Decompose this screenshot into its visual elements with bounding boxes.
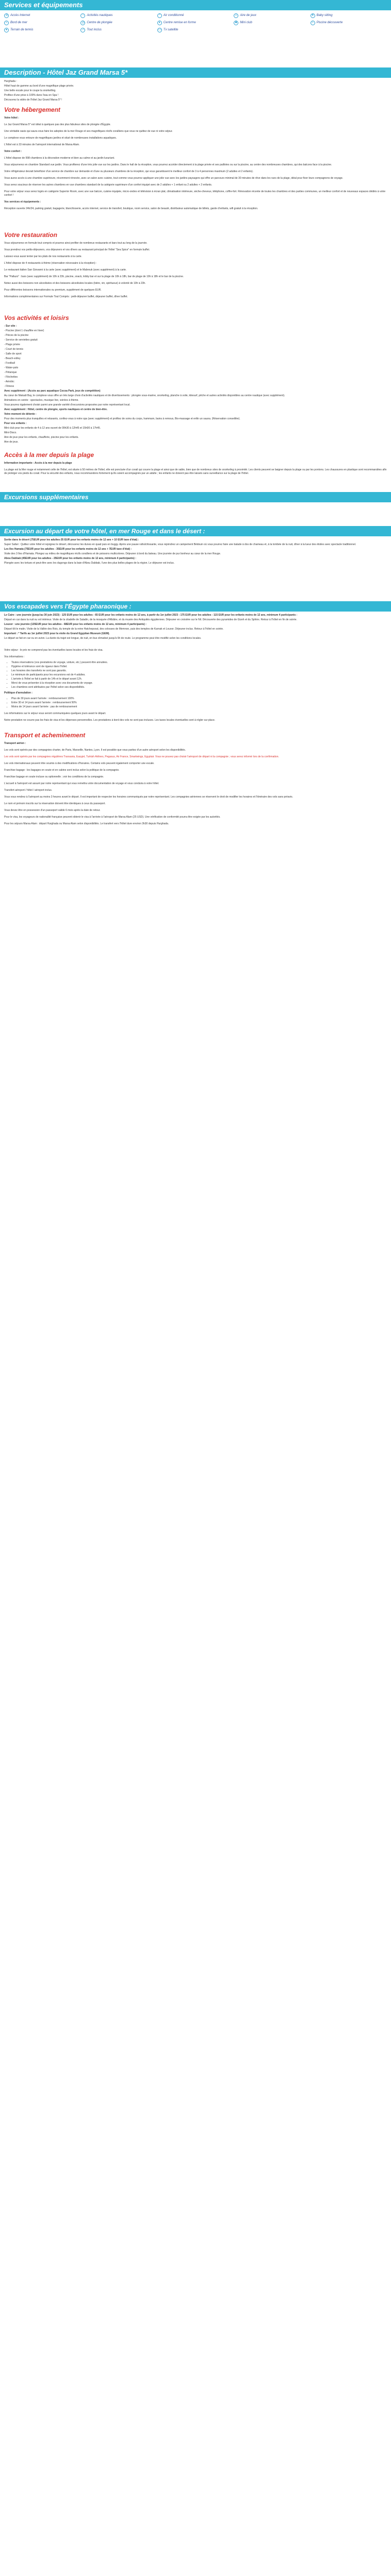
- text-line: Transport aérien :: [4, 742, 26, 745]
- informations-section: [0, 643, 391, 725]
- hebergement-title: Votre hébergement: [4, 106, 60, 113]
- text-line: Mini club pour les enfants de 4 à 12 ans ouvert de 09h30 à 12h45 et 15h00 à 17h45.: [4, 427, 101, 430]
- dive-icon: ◎: [82, 21, 85, 24]
- excursion-item: Plongée avec les tortues et peut-être avec les dugongs dans la baie d'Abou Dabbab, l'une des plus belles plages de la région. Le déjeuner est inclus.: [4, 562, 175, 565]
- text-line: L'hôtel dispose de 4 restaurants à thème (réservation nécessaire à la réception) :: [4, 262, 97, 265]
- text-line: Avec supplément : (Accès au parc aquatique Cocoa Park, jeux de compétition): [4, 389, 101, 393]
- text-line: Le nom et prénom inscrits sur la réservation doivent être identiques à ceux du passeport.: [4, 802, 106, 805]
- amenity-item: [311, 21, 387, 25]
- text-line: Pour vos enfants :: [4, 422, 27, 425]
- excursion-item: Les îles Hamata (75EUR pour les adultes - 35EUR pour les enfants moins de 12 ans + 7EUR taxe d'état) :: [4, 548, 132, 551]
- amenity-label: Tout inclus: [87, 28, 102, 31]
- amenity-item: [234, 13, 310, 18]
- text-line: Les vols sont opérés par les compagnies régulières Transavia, Easyjet, Turkish Airlines, Pegasus, Air France, Smartwings, Egyptair. Vous ne pouvez pas choisir l'aéroport de départ ni la compagnie ; vous serez informé lors de la confirmation.: [4, 755, 279, 758]
- text-line: Votre confort :: [4, 150, 22, 153]
- snowflake-icon: *: [157, 13, 162, 18]
- text-line: - Salle de sport: [4, 352, 22, 355]
- text-line: Aire de jeux.: [4, 440, 19, 444]
- info-list-item: • Le minimum de participants pour les excursions est de 4 adultes.: [11, 673, 387, 677]
- text-line: Votre séjour : le prix ne comprend pas les éventuelles taxes locales et les frais de visa.: [4, 649, 103, 652]
- text-line: Vous aurez accès à une chambre supérieure, récemment rénovée, avec un salon avec cuisine, tout comme vous pourrez appliquer une jolie vue avec les jardins paysagers qui offre un parcours minimal de 30 minutes de rêve dans les rues de la plage, idéal pour fixer leurs compagnons de voyage.: [4, 177, 344, 180]
- excursions-bar: Excursion au départ de votre hôtel, en mer Rouge et dans le désert :: [0, 526, 391, 536]
- excursions-list: [0, 536, 391, 568]
- amenity-item: [4, 21, 80, 25]
- baby-icon: ♥: [311, 13, 315, 18]
- amenity-item: [311, 13, 387, 18]
- restauration-text: [4, 242, 387, 299]
- restauration-title: Votre restauration: [4, 231, 57, 239]
- text-line: Vous devez être en possession d'un passeport valide 6 mois après la date de retour.: [4, 809, 101, 812]
- text-line: Les vols internationaux peuvent être soumis à des modifications d'horaires. Certains vols peuvent également comporter une escale.: [4, 762, 155, 765]
- text-line: Une véritable oasis qui saura vous faire les adeptes de la mer Rouge et ses magnifiques récifs coralliens que vous ne quittez de vue ni votre séjour.: [4, 130, 173, 133]
- transport-text: [4, 742, 387, 826]
- excursion-item: Super Safari : Quittez votre hôtel et rejoignez le désert, découvrez les dunes en quad puis en buggy. Après une pause rafraîchissante, vous rejoindrez un campement Bédouin où vous pourrez faire une balade à dos de chameau et, à la tombée de la nuit, dîner à la lueur des étoiles avec spectacle traditionnel.: [4, 543, 356, 546]
- egypte-item: Départ en car dans la nuit ou vol intérieur. Visite de la citadelle de Saladin, de la mosquée d'Albâtre, et du musée des Antiquités égyptiennes. Déjeuner en croisière sur le Nil. Découverte des pyramides de Gizeh et du Sphinx. Retour à l'hôtel en fin de soirée.: [4, 618, 297, 621]
- text-line: Les vols sont opérés par des compagnies charter, de Paris, Marseille, Nantes, Lyon. Il est possible que vous partiez d'un autre aéroport selon les disponibilités.: [4, 749, 186, 752]
- amenity-item: [80, 13, 157, 18]
- wifi-icon: ≋: [5, 14, 8, 17]
- text-line: - Water-polo: [4, 366, 19, 369]
- text-line: Les informations sur le séjour vous seront communiquées quelques jours avant le départ.: [4, 712, 106, 715]
- text-line: Pour des moments plus tranquilles et relaxants, confiez-vous à notre spa (avec supplément) et profitez de soins du corps, hammam, bains à remous, Bio-massage et enfin un sauna. (Réservation conseillée).: [4, 417, 240, 420]
- all-inclusive-icon: ✓: [82, 28, 85, 31]
- text-line: Pour le visa, les voyageurs de nationalité française peuvent obtenir le visa à l'arrivée à l'aéroport de Marsa Alam (25 USD). Une vérification de conformité pourra être exigée par les autorités.: [4, 816, 221, 819]
- text-line: L'accueil à l'aéroport est assuré par notre représentant qui vous remettra votre documentation de voyage et vous conduira à votre hôtel.: [4, 782, 159, 785]
- excursion-item: Visite des 3 îles d'Hamata. Plongez au milieu de magnifiques récifs coralliens et de poissons multicolores. Déjeuner à bord du bateau. Une journée de pur bonheur au cœur de la mer Rouge.: [4, 552, 221, 555]
- excursion-item: Abou Dabbab (45EUR pour les adultes - 25EUR pour les enfants moins de 12 ans, minimum 4 participants) :: [4, 557, 136, 560]
- egypte-item: Le départ se fait en car ou en avion. La durée du trajet est longue, de nuit, en bus climatisé jusqu'à 6h de route. Le programme peut être modifié selon les conditions locales.: [4, 637, 202, 640]
- text-line: Vous vous rendrez à l'aéroport au moins 3 heures avant le départ. Il est important de respecter les horaires communiqués par notre représentant. Les compagnies aériennes se réservent le droit de modifier les horaires et l'itinéraire des vols sans préavis.: [4, 795, 293, 799]
- text-line: Votre hôtel :: [4, 116, 19, 120]
- info-list-item: • Les horaires des transferts ne sont pas garantis.: [11, 669, 387, 673]
- plage-text: [4, 462, 387, 476]
- amenities-grid: [0, 10, 391, 36]
- playground-icon: ☺: [234, 14, 238, 17]
- annulation-list: [11, 697, 387, 709]
- amenity-label: Centre de plongée: [87, 21, 112, 24]
- description-heading: Description - Hôtel Jaz Grand Marsa 5*: [0, 67, 391, 78]
- egypte-item: Louxor : une journée (135EUR pour les adultes - 68EUR pour les enfants moins de 12 ans, minimum 4 participants) :: [4, 623, 146, 626]
- text-line: - Beach-volley: [4, 357, 21, 360]
- amenity-item: [4, 13, 80, 18]
- text-line: Franchise bagage : les bagages en soute et en cabine sont inclus selon la politique de la compagnie.: [4, 769, 120, 772]
- text-line: - Football: [4, 362, 15, 365]
- text-line: Le Jaz Grand Marsa 5* est idéal à quelques pas des plus fabuleux sites de plongée d'Égypte.: [4, 123, 111, 126]
- text-line: Animations en soirée : spectacles, musique live, soirées à thème.: [4, 399, 79, 402]
- text-line: Notez aussi des boissons non alcoolisées et des boissons alcoolisées locales (bière, vin, spiritueux) à volonté de 10h à 23h.: [4, 282, 146, 285]
- fitness-icon: ♦: [157, 21, 162, 25]
- text-line: - Fléchettes: [4, 376, 18, 379]
- swim-icon: ~: [80, 13, 85, 18]
- egypte-item: Départ tôt le matin. Visite de la Vallée des Rois, du temple de la reine Hatchepsout, des colosses de Memnon, puis des temples de Karnak et Louxor. Déjeuner inclus. Retour à l'hôtel en soirée.: [4, 628, 224, 631]
- text-line: L'hôtel dispose de 998 chambres à la décoration moderne et bien au calme et au jardin luxuriant.: [4, 157, 115, 160]
- text-line: Aire de jeux pour les enfants, chaufferie, piscine pour les enfants.: [4, 436, 79, 439]
- text-line: Une belle escale pour le coupe la snorkelling.: [4, 89, 56, 92]
- informations-tail: [4, 712, 387, 722]
- tv-icon: ▭: [158, 28, 161, 31]
- amenity-label: Baby sitting: [316, 14, 333, 17]
- transport-section: [0, 725, 391, 829]
- description-intro-tail: Découvrez la vidéo de l'hôtel Jaz Grand Marsa 5* !: [4, 98, 62, 101]
- annulation-item: • Plus de 30 jours avant l'arrivée : remboursement 100%: [11, 697, 387, 701]
- services-heading: Services et équipements: [0, 0, 391, 10]
- text-line: - Pétanque: [4, 371, 17, 374]
- amenity-item: [157, 13, 234, 18]
- amenity-label: Air conditionné: [163, 14, 184, 17]
- text-line: L'hôtel est à 33 minutes de l'aéroport international de Marsa Alam.: [4, 143, 80, 146]
- annulation-title: Politique d'annulation :: [4, 691, 33, 694]
- text-line: Pour différentes boissons internationales ou premium, supplément de quelques EUR.: [4, 289, 102, 292]
- egypte-item: Le Caire : une journée (jusqu'au 30 juin 2023) - 125 EUR pour les adultes - 65 EUR pour les enfants moins de 12 ans, à partir du 1er juillet 2023 : 175 EUR pour les adultes - 115 EUR pour les enfants moins de 12 ans, minimum 4 participants :: [4, 614, 298, 617]
- text-line: Pour votre séjour vous serez logés en catégorie Superior Room, avec une vue balcon, cuisine équipée, micro-ondes et télévision à écran plat, climatisation intérieure, sèche-cheveux, téléphone, coffre-fort. Rénovation récente de toutes les chambres et des parties communes, un meilleur confort et de nouveaux espaces dédiés à votre confort !: [4, 190, 386, 197]
- amenity-label: Mini club: [240, 21, 252, 24]
- text-line: - Pièces de la piscine: [4, 334, 29, 337]
- text-line: Au cœur de Makadi Bay, le complexe vous offre un très large choix d'activités nautiques et de divertissements : plongée sous-marine, snorkeling, planche à voile, kitesurf, pêche et autres activités disponibles au centre nautique (avec supplément).: [4, 394, 285, 397]
- loisirs-text: [4, 325, 387, 444]
- text-line: - Fitness: [4, 385, 14, 388]
- plage-title: Accès à la mer depuis la plage: [4, 451, 94, 459]
- informations-list: [11, 661, 387, 689]
- text-line: Mini-Disco.: [4, 431, 17, 434]
- text-line: Réception ouverte 24h/24, parking gratuit, bagagerie, blanchisserie, accès internet, service de transfert, boutique, room service, salon de beauté, distributeur automatique de billets, garde d'enfants, wifi gratuit à la réception.: [4, 207, 258, 210]
- beach-icon: ≈: [4, 21, 9, 25]
- excursions-heading: Excursions supplémentaires: [0, 492, 391, 502]
- info-list-item: • Les chambres sont attribuées par l'hôtel selon ses disponibilités.: [11, 686, 387, 689]
- text-line: Hurghada :: [4, 80, 17, 83]
- text-line: Informations complémentaires sur Formule Tout Compris : petit-déjeuner buffet, déjeuner buffet, dîner buffet.: [4, 295, 128, 298]
- tennis-icon: ●: [4, 28, 9, 32]
- amenity-label: Piscine découverte: [316, 21, 343, 24]
- annulation-item: • Moins de 14 jours avant l'arrivée : pas de remboursement: [11, 705, 387, 709]
- pool-icon: ≈: [311, 21, 315, 25]
- info-list-item: • Hygiène et tolérance sont de rigueur dans l'hôtel.: [11, 665, 387, 669]
- amenity-label: Activités nautiques: [87, 14, 113, 17]
- excursion-item: Sortie dans le désert (75EUR pour les adultes-35 EUR pour les enfants moins de 12 ans + 10 EUR taxe d'état) :: [4, 538, 139, 541]
- amenity-item: [4, 28, 80, 32]
- text-line: Bar "Pallazo" : bars (avec supplément) de 10h à 23h, piscine, snack, lobby bar et sur la plage de 10h à 18h, bar de plage de 10h à 18h et le bar de la piscine.: [4, 275, 184, 278]
- text-line: - Service de serviettes gratuit: [4, 338, 38, 342]
- text-line: Franchise bagage en soute incluse ou optionnelle ; voir les conditions de la compagnie.: [4, 775, 104, 778]
- text-line: Transfert aéroport / hôtel / aéroport inclus.: [4, 789, 53, 792]
- text-line: Information importante : Accès à la mer depuis la plage: [4, 462, 72, 465]
- text-line: - Piscine (dont 1 chauffée en hiver): [4, 329, 44, 332]
- text-line: Hôtel haut de gamme au bord d'une magnifique plage privée.: [4, 84, 74, 88]
- info-list-item: • Toutes réservations (vos prestations de voyage, voiture, etc.) peuvent être annulées.: [11, 661, 387, 665]
- text-line: La plage est la Mer rouge et notamment celle de l'hôtel, est située à 50 mètres de l'hôtel, elle est ponctuée d'un corail qui couvre la plage et ainsi que de sable, bien que de nombreux sites de snorkeling à proximité. Les clients peuvent se baigner depuis la plage ou par les pontons. Les chaussures en plastique sont recommandées afin de protéger vos pieds du corail. Pour la sécurité des enfants, nous recommandons fortement qu'ils soient accompagnés par un adulte ; les enfants ne doivent pas être laissés sans surveillance sur la plage de l'hôtel.: [4, 468, 387, 475]
- text-line: - Plage privée: [4, 343, 20, 346]
- text-line: Votre moment de détente :: [4, 413, 37, 416]
- text-line: Votre réfrigérateur devrait bénéficier d'un service de chambre sur demande et d'une ou plusieurs chambres de la réception, qui vous garantissent le meilleur confort de 3 à 4 personnes maximum (2 adultes et 2 enfants).: [4, 170, 254, 173]
- text-line: Pour les séjours Marsa Alam : départ Hurghada ou Marsa Alam selon disponibilités. Le transfert vers l'hôtel dure environ 3h30 depuis Hurghada.: [4, 822, 169, 825]
- text-line: Vous prendrez vos petits-déjeuners, vos déjeuners et vos dîners au restaurant principal de l'hôtel "Sea Spice" en formule buffet.: [4, 248, 150, 251]
- egypte-list: [0, 612, 391, 643]
- text-line: Vous séjournerez en chambre Standard vue jardin. Vous profiterez d'une très jolie vue sur les jardins. Dans le hall de la réception, vous pourrez accéder directement à la plage privée et ses paillotes ou sur la piscine, au centre des nombreuses chambres, qui des balcons face à la piscine.: [4, 163, 332, 166]
- egypte-item: Important : * Tarifs au 1er juillet 2023 pour la visite du Grand Egyptian Museum (GEM).: [4, 632, 110, 635]
- text-line: - Aérobic: [4, 380, 14, 383]
- hebergement-text: [4, 116, 387, 211]
- text-line: Profitez d'une prise à 100% dans l'eau en Spa !: [4, 94, 59, 97]
- description-section: [0, 78, 391, 479]
- amenity-label: Terrain de tennis: [10, 28, 34, 31]
- egypte-bar: Vos escapades vers l'Égypte pharaonique :: [0, 601, 391, 612]
- text-line: Le complexe vous entoure de magnifiques jardins et situé de nombreuses installations aquatiques.: [4, 137, 117, 140]
- transport-title: Transport et acheminement: [4, 732, 86, 739]
- annulation-item: • Entre 30 et 14 jours avant l'arrivée : remboursement 50%: [11, 701, 387, 705]
- text-line: - Court de tennis: [4, 348, 23, 351]
- amenity-label: Tv satellite: [163, 28, 178, 31]
- text-line: Vous pourrez également choisir parmi une grande variété d'excursions proposées par notre représentant local.: [4, 403, 131, 406]
- info-list-item: • Merci de vous présenter à la réception avec vos documents de voyage.: [11, 682, 387, 685]
- text-line: Laissez-vous aussi tenter par les plats de nos restaurants à la carte.: [4, 255, 82, 258]
- amenity-item: [157, 21, 234, 25]
- amenity-item: [80, 28, 157, 32]
- amenity-label: Accès Internet: [10, 14, 30, 17]
- text-line: Avec supplément : Hôtel, centre de plongée, sports nautiques et centre de bien-être.: [4, 408, 108, 411]
- text-line: Notre prestation ne couvre pas les frais de visa et les dépenses personnelles. Les prestations à bord des vols ne sont pas incluses. Les taxes locales éventuelles sont à régler sur place.: [4, 719, 216, 722]
- description-intro: [4, 80, 387, 97]
- text-line: Vous séjournerez en formule tout compris et pourrez ainsi profiter de nombreux restaurants et bars tout au long de la journée.: [4, 242, 148, 245]
- info-list-item: • L'arrivée à l'hôtel se fait à partir de 14h et le départ avant 12h.: [11, 677, 387, 681]
- amenity-label: Bord de mer: [10, 21, 28, 24]
- amenity-label: Centre remise en forme: [163, 21, 196, 24]
- kids-club-icon: ☻: [234, 21, 238, 24]
- amenity-label: Aire de jeux: [240, 14, 256, 17]
- text-line: Vos services et équipements :: [4, 200, 41, 204]
- text-line: Le restaurant italien San Giovanni à la carte (avec supplément) et le Mabrouk (avec supplément) à la carte.: [4, 268, 127, 272]
- amenity-item: [234, 21, 310, 25]
- text-line: Vos informations :: [4, 655, 25, 658]
- amenity-item: [80, 21, 157, 25]
- informations-intro: [4, 649, 387, 659]
- amenity-item: [157, 28, 234, 32]
- text-line: - Sur site :: [4, 325, 17, 328]
- loisirs-title: Vos activités et loisirs: [4, 314, 69, 321]
- text-line: Vous serez soucieux de réserver les autres chambres en vue chambres standard de la catégorie supérieure d'un confort équipé avec de 2 adultes + 1 enfant ou 2 adultes + 2 enfants.: [4, 183, 213, 187]
